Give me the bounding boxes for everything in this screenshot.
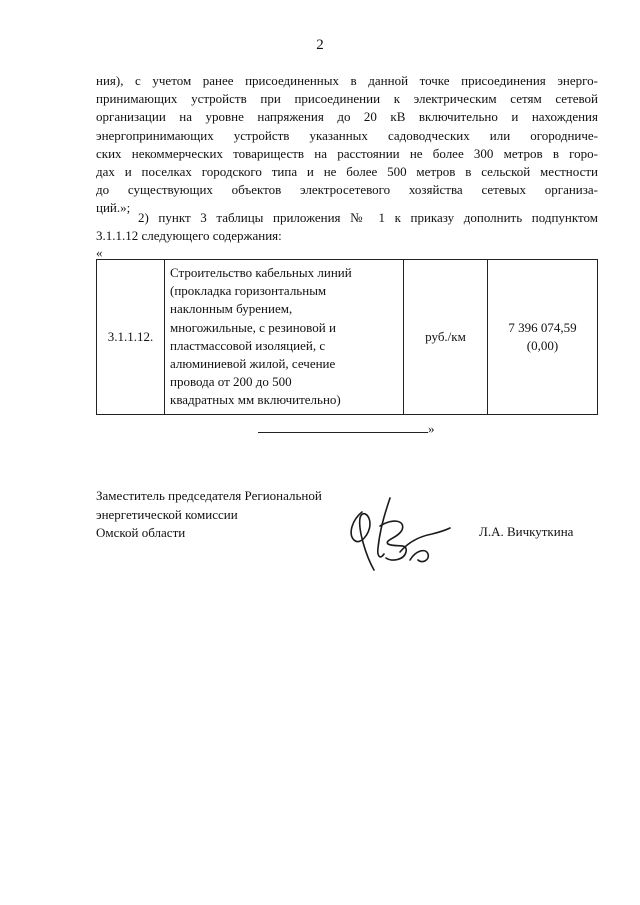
text-line: ских некоммерческих товариществ на расстоянии не более 300 метров в горо- [96, 145, 598, 161]
paragraph-item-2 [96, 209, 598, 245]
closing-quote: » [428, 421, 435, 436]
description-line: пластмассовой изоляцией, с [170, 337, 326, 353]
description-line: многожильные, с резиновой и [170, 319, 336, 335]
description-line: провода от 200 до 500 [170, 374, 292, 390]
signatory-title [96, 487, 322, 543]
description-line: алюминиевой жилой, сечение [170, 356, 336, 372]
opening-quote: « [96, 245, 103, 260]
text-line: ций.»; [96, 200, 131, 216]
text-line: дах и поселках городского типа и не более 500 метров в сельской местности [96, 164, 598, 180]
item-description [165, 260, 404, 415]
signatory-title-line: энергетической комиссии [96, 506, 238, 522]
text-line: энергопринимающих устройств указанных садоводческих или огородниче- [96, 127, 598, 143]
item-price-cell [488, 260, 598, 415]
text-line: до существующих объектов электросетевого хозяйства сетевых организа- [96, 182, 598, 198]
description-line: (прокладка горизонтальным [170, 283, 327, 299]
paragraph-continuation [96, 72, 598, 218]
underline-rule [258, 420, 428, 433]
text-line: 2) пункт 3 таблицы приложения № 1 к приказу дополнить подпунктом [138, 210, 598, 225]
text-line: принимающих устройств при присоединении к электрическим сетям сетевой [96, 91, 598, 107]
item-price: 7 396 074,59 [508, 319, 577, 335]
page-number: 2 [316, 37, 324, 53]
text-line: ния), с учетом ранее присоединенных в данной точке присоединения энерго- [96, 73, 598, 88]
description-line: Строительство кабельных линий [170, 265, 352, 280]
text-line: 3.1.1.12 следующего содержания: [96, 228, 282, 244]
closing-line [258, 420, 435, 437]
item-code: 3.1.1.12. [97, 260, 165, 415]
tariff-table [96, 259, 598, 415]
signatory-title-line: Заместитель председателя Региональной [96, 488, 322, 503]
item-price-sub: (0,00) [526, 337, 559, 353]
table-row [97, 260, 598, 415]
text-line: организации на уровне напряжения до 20 кВ включительно и нахождения [96, 109, 598, 125]
item-unit: руб./км [404, 260, 488, 415]
signer-name: Л.А. Вичкуткина [479, 524, 574, 539]
signatory-title-line: Омской области [96, 525, 186, 540]
description-line: квадратных мм включительно) [170, 392, 341, 408]
handwritten-signature [340, 490, 452, 580]
description-line: наклонным бурением, [170, 301, 293, 317]
